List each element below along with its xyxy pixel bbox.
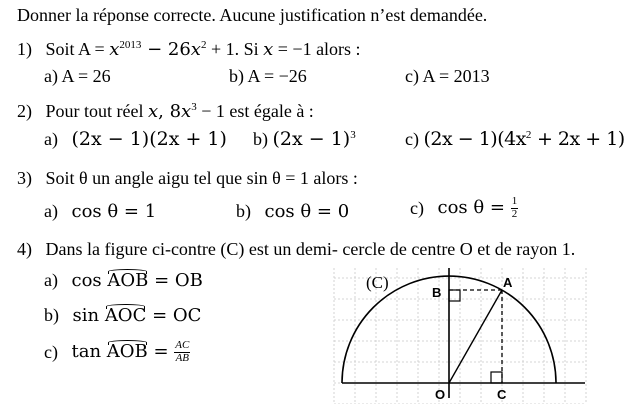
option-text: cos bbox=[71, 270, 108, 291]
exponent: 2 bbox=[200, 39, 207, 51]
exponent: 3 bbox=[191, 101, 197, 113]
option-label: c) bbox=[410, 198, 424, 219]
option-text: cos θ = bbox=[437, 197, 511, 219]
option-1c[interactable]: c) A = 2013 bbox=[405, 66, 490, 86]
exponent: 3 bbox=[350, 129, 356, 141]
option-label: c) bbox=[44, 342, 58, 363]
question-number: 4) bbox=[17, 239, 32, 259]
option-text: cos θ = 1 bbox=[71, 201, 157, 222]
math-var: x bbox=[263, 39, 274, 60]
option-text: = OB bbox=[148, 270, 203, 291]
point-o-label: O bbox=[435, 387, 446, 402]
exponent: 2013 bbox=[119, 39, 142, 51]
point-a-label: A bbox=[503, 275, 513, 290]
question-1-prefix: Soit A = bbox=[45, 39, 110, 59]
option-text: tan bbox=[71, 341, 107, 363]
point-c-label: C bbox=[497, 387, 507, 402]
fraction-numerator: AC bbox=[175, 339, 190, 351]
option-text: (2x − 1)(4x bbox=[423, 128, 526, 150]
exponent: 2 bbox=[525, 129, 532, 141]
question-number: 3) bbox=[17, 168, 32, 188]
option-text: (2x − 1) bbox=[272, 128, 351, 150]
option-text: (2x − 1)(2x + 1) bbox=[71, 128, 227, 150]
option-label: a) bbox=[44, 201, 58, 221]
fraction-numerator: 1 bbox=[511, 195, 518, 207]
math-var: x bbox=[109, 39, 120, 60]
question-number: 2) bbox=[17, 101, 32, 121]
math-var: x bbox=[181, 101, 192, 122]
option-label: b) bbox=[44, 305, 59, 325]
angle-notation: AOB bbox=[107, 270, 149, 291]
math-var: x bbox=[190, 39, 201, 60]
question-4-text: Dans la figure ci-contre (C) est un demi- cercle de centre O et de rayon 1. bbox=[45, 239, 576, 259]
segment-oa bbox=[449, 290, 502, 383]
math-term: , 8 bbox=[158, 101, 182, 122]
question-2-prefix: Pour tout réel bbox=[45, 101, 148, 121]
question-number: 1) bbox=[17, 39, 32, 59]
angle-notation: AOC bbox=[104, 305, 147, 326]
option-label: b) bbox=[253, 129, 268, 149]
fraction-denominator: AB bbox=[175, 351, 190, 364]
option-label: a) bbox=[44, 270, 58, 290]
option-text: sin bbox=[72, 305, 105, 326]
option-1a[interactable]: a) A = 26 bbox=[44, 66, 111, 86]
option-text: + 2x + 1) bbox=[531, 128, 625, 150]
angle-notation: AOB bbox=[106, 341, 148, 363]
instructions: Donner la réponse correcte. Aucune justification n’est demandée. bbox=[17, 5, 488, 25]
math-term: − 1 est égale à : bbox=[196, 101, 314, 121]
fraction-denominator: 2 bbox=[511, 207, 518, 220]
option-text: cos θ = 0 bbox=[264, 201, 350, 222]
option-1b[interactable]: b) A = −26 bbox=[229, 66, 307, 86]
option-label: a) bbox=[44, 129, 58, 149]
circle-label: (C) bbox=[366, 273, 389, 292]
question-3-text: Soit θ un angle aigu tel que sin θ = 1 alors : bbox=[45, 168, 358, 188]
option-text: = bbox=[147, 341, 175, 363]
right-angle-c bbox=[491, 372, 502, 383]
math-term: − 26 bbox=[141, 39, 191, 60]
point-b-label: B bbox=[432, 285, 442, 300]
option-label: b) bbox=[236, 201, 251, 221]
math-var: x bbox=[147, 101, 159, 122]
math-term: = −1 alors : bbox=[273, 39, 361, 59]
math-term: + 1. Si bbox=[206, 39, 264, 59]
option-text: = OC bbox=[146, 305, 202, 326]
option-label: c) bbox=[405, 129, 419, 149]
